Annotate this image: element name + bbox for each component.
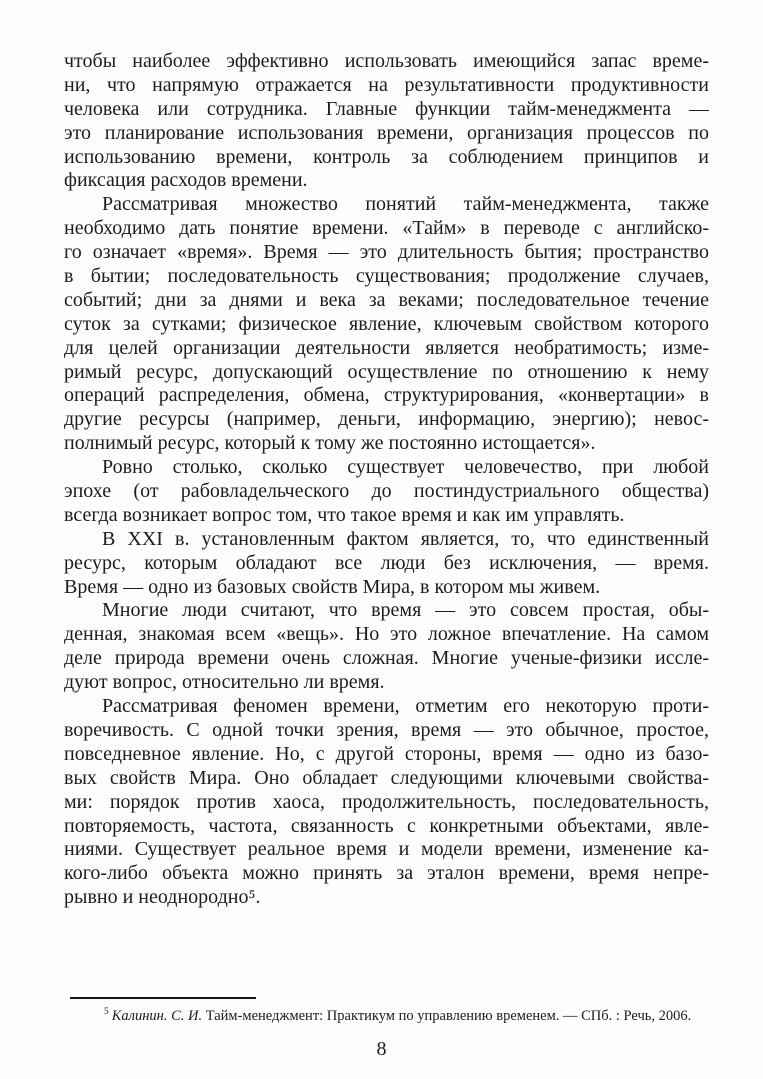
- text-line: го означает «время». Время — это длительность бытия; пространство: [64, 241, 709, 264]
- text-line: это планирование использования времени, организация процессов по: [64, 121, 709, 144]
- text-line: использованию времени, контроль за соблюдением принципов и: [64, 145, 709, 168]
- text-line: человека или сотрудника. Главные функции тайм-менеджмента —: [64, 97, 709, 120]
- page-number: 8: [376, 1038, 387, 1060]
- text-line: В XXI в. установленным фактом является, то, что единственный: [102, 527, 709, 550]
- text-line: фиксация расходов времени.: [64, 169, 308, 192]
- text-line: всегда возникает вопрос том, что такое время и как им управлять.: [64, 503, 625, 526]
- paragraph: [64, 456, 709, 528]
- footnote-divider: [70, 997, 256, 999]
- footnote-marker: 5: [104, 1007, 109, 1018]
- text-line: ми: порядок против хаоса, продолжительность, последовательность,: [64, 790, 709, 813]
- text-line: Рассматривая множество понятий тайм-менеджмента, также: [102, 193, 709, 216]
- text-line: денная, знакомая всем «вещь». Но это ложное впечатление. На самом: [64, 623, 709, 646]
- text-line: Ровно столько, сколько существует человечество, при любой: [102, 456, 709, 479]
- text-line: ни, что напрямую отражается на результативности продуктивности: [64, 73, 709, 96]
- text-line: рывно и неоднородно⁵.: [64, 886, 261, 909]
- text-line: суток за сутками; физическое явление, ключевым свойством которого: [64, 312, 709, 335]
- text-line: другие ресурсы (например, деньги, информацию, энергию); невос-: [64, 408, 709, 431]
- paragraph: [64, 528, 709, 600]
- text-line: деле природа времени очень сложная. Многие ученые-физики иссле-: [64, 647, 709, 670]
- text-line: эпохе (от рабовладельческого до постиндустриального общества): [64, 480, 709, 503]
- text-line: необходимо дать понятие времени. «Тайм» в переводе с английско-: [64, 217, 709, 240]
- text-line: полнимый ресурс, который к тому же постоянно истощается».: [64, 432, 596, 455]
- body-text: [64, 50, 709, 910]
- text-line: в бытии; последовательность существования; продолжение случаев,: [64, 265, 709, 288]
- paragraph: [64, 599, 709, 695]
- text-line: кого-либо объекта можно принять за эталон времени, время непре-: [64, 862, 709, 885]
- paragraph: [64, 193, 709, 456]
- text-line: событий; дни за днями и века за веками; последовательное течение: [64, 288, 709, 311]
- text-line: повторяемость, частота, связанность с конкретными объектами, явле-: [64, 814, 709, 837]
- text-line: чтобы наиболее эффективно использовать имеющийся запас време-: [64, 50, 709, 72]
- paragraph: [64, 50, 709, 193]
- text-line: Время — одно из базовых свойств Мира, в котором мы живем.: [64, 575, 601, 598]
- footnote: [64, 1007, 724, 1025]
- text-line: римый ресурс, допускающий осуществление по отношению к нему: [64, 360, 709, 383]
- footnote-author: Калинин. С. И.: [111, 1008, 203, 1024]
- text-line: ниями. Существует реальное время и модели времени, изменение ка-: [64, 838, 709, 861]
- text-line: повседневное явление. Но, с другой стороны, время — одно из базо-: [64, 742, 709, 765]
- text-line: вых свойств Мира. Оно обладает следующими ключевыми свойства-: [64, 766, 709, 789]
- text-line: для целей организации деятельности является необратимость; изме-: [64, 336, 709, 359]
- text-line: Рассматривая феномен времени, отметим его некоторую проти-: [102, 695, 709, 718]
- footnote-text: Тайм-менеджмент: Практикум по управлению временем. — СПб. : Речь, 2006.: [202, 1008, 692, 1024]
- text-line: операций распределения, обмена, структурирования, «конвертации» в: [64, 384, 709, 407]
- paragraph: [64, 695, 709, 910]
- text-line: дуют вопрос, относительно ли время.: [64, 671, 385, 694]
- text-line: ресурс, которым обладают все люди без исключения, — время.: [64, 551, 709, 574]
- text-line: воречивость. С одной точки зрения, время — это обычное, простое,: [64, 718, 709, 741]
- text-line: Многие люди считают, что время — это совсем простая, обы-: [102, 599, 709, 622]
